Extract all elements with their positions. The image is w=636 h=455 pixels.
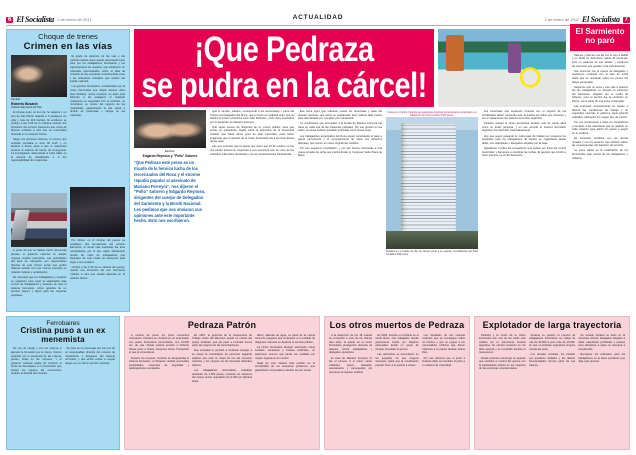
pedraza-c2-p3: Los trabajadores tercerizados del Roca siguen reclamando el pase a planta permanente y el reconocimiento de todos sus derechos laborales, que fueron el motivo original del conflicto. (298, 134, 382, 145)
pedraza-col-2 (210, 110, 294, 310)
sarmiento-para-7: La única salida es la estatización de los ferrocarriles bajo control de los trabajadores y usuarios. (572, 149, 628, 160)
patron-c2-p2: Esa sociedad le permitió a Pedraza manejar a su antojo la contratación de personal, pagando salarios que eran la mitad de los del convenio colectivo y sin ninguno de los derechos laborales básicos. (192, 349, 252, 367)
muertos-c1-p2: El caso de Mariano Ferreyra no fue el primero ni el único: varios militantes fueron baleados, amenazados y perseguidos por oponerse al régimen sindical. (329, 356, 373, 374)
patron-col-2 (192, 334, 252, 444)
patron-c1-p1: A cambio de poner los pinos momentos necesarios, Pedraza se convirtió en un empresario con poder, ferroviarios tercerizados, con 10.000 ton. de vías. Desde nuestra sección a Ordenar Navas junto a Teatro, Empresa Grupo Transpoblo lo que el conveniente. (129, 333, 189, 355)
article-otros-muertos (324, 316, 470, 450)
patron-c3-p2: La Unión Ferroviaria también administra obras sociales, sanatorios y hoteles sindicales, un patrimonio enorme que jamás fue auditado por ningún organismo de control. (255, 345, 315, 360)
patron-columns (129, 334, 315, 444)
choque-para-6: Por último, en el choque del jueves se estrellaron dos formaciones del servicio Sarmiento, el ramal más transitado del área metropolitana, por el que viajan diariamente cientos de miles de trabajadores que dependen de este medio de transporte para llegar a sus empleos. (69, 239, 125, 264)
pedraza-body-c2 (298, 110, 382, 306)
photo-hotel-tower (386, 117, 478, 249)
pedraza-c3-p2: Pedraza manejó la Unión Ferroviaria durante más de veinte años como un feudo personal, y en ese período el sistema ferroviario argentino fue destruido sistemáticamente. (482, 122, 566, 133)
pedraza-c3-p4: Saludamos a todos los compañeros que pelean por fuera del control burocrático y llamamos a coordinar las luchas. El ejemplo que brindó a otros gremios, es el del Sarmiento. (482, 146, 566, 158)
pedraza-main-article (134, 110, 566, 310)
pedraza-c1-p3: Hay que entender que la patota que actuó ese 20 de octubre no fue una banda autónoma: respondía a una estructura que se nutre de los subsidios millonarios del Estado y de las tercerizaciones fraudulentas. (210, 145, 294, 156)
explotador-c1-p1: Pedraza y la Unión de la Unión Ferroviaria son una de las caras más visibles de la burocracia sindical argentina. Su carrera comenzó en los años setenta y se consolidó durante el menemismo. (479, 333, 526, 355)
ferrobaires-kicker: Ferrobaires (46, 320, 80, 327)
explotador-c3-p2: Recuperar los sindicatos para los trabajadores es la tarea pendiente que deja este proceso. (578, 353, 626, 364)
ferrobaires-p2: Se trata de un personaje que fue uno de los responsables directos del proceso de privatización y desguace del sistema ferroviario, y que ahora vuelve a ocupar cargos con el mismo servicio nacional. (64, 347, 115, 365)
pedraza-columns (134, 110, 566, 310)
tower-photo-caption: Pedraza en el Caribe de Río de Janeiro junto a su esposa. La habitación del hotel costaba 4.000 pesos. (386, 250, 478, 257)
photo-bosardi-role: Cristina Sarmiento de Tren (11, 106, 42, 109)
choque-body-c1 (11, 111, 67, 193)
ferrobaires-columns (11, 347, 115, 450)
pedraza-c2-p1: Esa lucha logró que rodearan presos los burócratas y parte del aparato represivo que actuó en Avellaneda, pero todavía falta mucho para desmantelar por completo esa maquinaria. (298, 110, 382, 121)
muertos-c3-p1: Los familiares de las víctimas reclaman que se investiguen todos los hechos y que se juzgue a los responsables políticos que dieron cobertura a la patota durante tantos años. (421, 333, 465, 355)
ferrobaires-col-2 (65, 347, 116, 450)
choque-para-7: Es necesario que los trabajadores y usuarios se organicen para exigir la estatización bajo control de trabajadores y usuarios de todo el sistema ferroviario, única garantía de un servicio seguro y digno para las mayorías populares. (11, 276, 67, 297)
choque-headline: Crimen en las vías (23, 41, 113, 53)
article-explotador (474, 316, 630, 450)
article-sarmiento (570, 24, 630, 312)
pedraza-col-4 (386, 110, 478, 310)
muertos-col-2 (375, 334, 418, 434)
pedraza-body-c1 (210, 110, 294, 306)
pullquote-attribution (134, 150, 206, 158)
sarmiento-body (570, 51, 630, 294)
section-label: ACTUALIDAD (292, 14, 344, 21)
muertos-columns (329, 334, 465, 434)
photo-train-crash (11, 193, 67, 247)
article-pedraza-patron (124, 316, 320, 450)
photo-meeting (70, 187, 126, 237)
photo-pedraza-pool (438, 29, 566, 107)
photo-bosardi-caption (11, 98, 67, 109)
explotador-columns (479, 334, 625, 434)
main-headline-banner (134, 29, 434, 107)
photo-bosardi (11, 55, 67, 97)
muertos-headline: Los otros muertos de Pedraza (329, 320, 465, 330)
article-ferrobaires (6, 316, 120, 450)
patron-c1-p2: Durante los noventa, mientras se desguazaba el sistema ferroviario, el dirigente sindical acumulaba propiedades, empresas de seguridad y participaciones societarias. (129, 356, 189, 371)
masthead-date-left: 2 de enero de 2011 (57, 17, 92, 22)
choque-para-2: Según los primeros informes, el convoy que embistió circulaba a unos 60 km/h y no alcanzó a frenar, pese a que el maquinista accionó el sistema de frenos de emergencia. La investigación determinará si hubo fallas en el sistema de señalización o si fue responsabilidad del maquinista. (11, 138, 67, 163)
choque-kicker: Choque de trenes (38, 32, 98, 41)
choque-para-5: A pesar de que se habían hecho denuncias previas, el gobierno nacional no adoptó ninguna medida preventiva. Las autoridades del área de transporte son responsables directas de este crimen social que podría haberse evitado con una mínima inversión en material rodante y señalización. (11, 249, 67, 274)
pullquote-attr-label: Escribe: (164, 149, 176, 153)
choque-para-3: El grado de deterioro de las vías y del material rodante viene siendo denunciado hace años por los trabajadores ferroviarios y las organizaciones de usuarios, que advirtieron en reiteradas oportunidades sobre la falta de inversión de las empresas concesionarias pese a los millonarios subsidios que reciben del Estado nacional. (69, 55, 125, 84)
pedraza-body-c3 (482, 110, 566, 306)
sarmiento-para-4: Las empresas concesionarias se niegan a discutir las condiciones de trabajo y de seguridad, mientras el gobierno sigue girando subsidios millonarios sin ningún tipo de control. (572, 105, 628, 119)
pedraza-c1-p2: Que vayan presos los dirigentes de un mismo político: tiene que sentar un precedente. Nadie sobre la estructura de la burocracia sindical, que hasta ahora gozó de total impunidad, pudo haber imaginado que el aparato de la Unión Ferroviaria iba a terminar detrás de las rejas. (210, 125, 294, 144)
photo-sobrero-reynoso (134, 110, 206, 148)
photo-bosardi-label: Cambio: (11, 98, 21, 102)
article-choque-de-trenes (6, 29, 130, 312)
pullquote-attr-names: Edgardo Reynoso y "Pollo" Sobrero (142, 153, 198, 158)
choque-photo-caption: Ocurrió a las 6.45 de la mañana del jueves, cuando una formación del tren Sarmiento embistió a otra que estaba detenida en la estación Flores. (69, 265, 125, 280)
patron-col-1 (129, 334, 189, 444)
patron-c3-p1: Macri, además de agua, es parte de la misma trama de negocios que enriqueció a un puñado de dirigentes mientras se destruía el servicio público. (255, 333, 315, 344)
explotador-headline: Explotador de larga trayectoria (482, 320, 622, 330)
choque-col-2 (70, 55, 126, 333)
patron-col-3 (255, 334, 315, 444)
sarmiento-para-2: Nos reunimos con el cuerpo de delegados y resolvimos continuar con el plan de lucha hasta que se resuelvan todos los puntos del pliego presentado. (572, 69, 628, 84)
choque-columns (11, 55, 125, 333)
pedraza-c3-p1: Los burócratas que amasaron fortunas con el negocio de las privatizadas deben responder ante la justicia por todos sus crímenes y por el vaciamiento del sistema ferroviario argentino. (482, 110, 566, 121)
patron-c2-p1: En 1997, la gerencia de la Cooperativa de Trabajo Unión del Mercosur quedó en manos del propio sindicato, que así pasó a controlar buena parte del negocio de las tercerizaciones. (192, 333, 252, 348)
explotador-c2-p1: Durante su gestión el número de trabajadores ferroviarios se redujo de más de 90.000 a poco más de 15.000, sin que el sindicato organizara ninguna resistencia seria. (528, 333, 576, 351)
pedraza-c2-p4: Por eso seguimos movilizados, y por eso hemos convocado a una nueva jornada de lucha que partirá desde el Congreso hacia Plaza de Mayo. (298, 146, 382, 158)
ferrobaires-p1: No voy de cargar y con los cuerpos a ejecutar la formación por el mismo. Somos parecido por la presencia de las mismas gentes, todas en las mayores. Y el gobierno nacional acaba de nombrar al frente de Ferrobaires a un funcionario que integró los equipos del menemismo durante la década del noventa. (11, 347, 62, 376)
choque-para-1: El choque entre un tren de 7a máquina y un tren de San Martín dejando a 6 pasajeros sin vida y más de 200 heridos. El accidente se produjo a las 6.45 de la mañana cuando una formación del servicio Sarmiento que venía de Moreno embistió a otra que se encontraba detenida en la estación Flores. (11, 111, 67, 136)
choque-para-4: Los gremios ferroviarios, encabezados por la Unión Ferroviaria que dirigió durante años José Pedraza, nunca movieron un dedo para defender a los pasajeros ni reclamar inversiones en seguridad. Por el contrario, se convirtieron en socios del negocio de las privatizadas, garantizando la paz social a cambio de prebendas y cargos en las empresas. (69, 85, 125, 118)
masthead-date-right: 2 de enero de 2011 (544, 17, 579, 22)
masthead-logo-right: El Socialista (581, 15, 620, 24)
explotador-col-3 (578, 334, 625, 434)
sarmiento-headline: El Sarmiento no paró (570, 24, 630, 51)
page-number-left: 6 (8, 16, 12, 23)
explotador-c2-p2: Los ramales cerrados, los pueblos que quedaron aislados y los talleres desmantelados forman parte de ese balance. (528, 353, 576, 367)
masthead-logo-left: El Socialista (16, 15, 55, 24)
bottom-sections (6, 316, 630, 450)
choque-col-1 (11, 55, 67, 333)
pedraza-col-3 (298, 110, 382, 310)
sarmiento-para-1: Salimos y fijamos una fija con el tren a Salida y en Tarde en Sarmiento. Había 27 personas, pero no paramos en ese estado, y perdimos las personas que quedan. Una sola dirección. (572, 53, 628, 68)
muertos-col-1 (329, 334, 372, 434)
sarmiento-para-5: Por eso convocamos a todos los compañeros a sumarse a las asambleas que se realizan en cada estación para definir los pasos a seguir en el conflicto. (572, 121, 628, 135)
explotador-c3-p1: Su modelo sindical se basó en la represión interna: delegados elegidos a dedo, asambleas prohibidas y patotas para disciplinar a quien se atreviera a cuestionarlo. (578, 333, 626, 351)
muertos-c3-p2: Por eso decimos que el juicio a Pedraza debe ser también el juicio a un sistema de impunidad. (421, 356, 465, 367)
pool-photo-caption: Fotos en el Caribe: Pedraza de vacaciones mientras los ferroviarios reclamaban. La habitación del hotel costaba 4.000 pesos. (387, 111, 477, 118)
headline-line-1: ¡Que Pedraza (194, 30, 374, 70)
pedraza-c3-p3: Hoy que seguir peleando en cada lugar de trabajo por recuperar los sindicatos para los trabajadores. El camino es organizarse desde abajo, con asambleas y delegados elegidos por la base. (482, 134, 566, 145)
muertos-col-3 (422, 334, 465, 434)
ferrobaires-headline: Cristina puso a un ex menemista (20, 326, 106, 344)
sarmiento-copy (572, 54, 628, 294)
photo-bosardi-name: Roberto Bosardi (11, 101, 38, 106)
muertos-c1-p1: A la detención de los 48 cuando se comprobó a mas de los últimos diez años, la patota de la Unión Ferroviaria protagonizó decenas de ataques contra trabajadores y delegados opositores. (329, 333, 373, 355)
headline-line-2: se pudra en la cárcel! (141, 65, 427, 105)
sarmiento-para-3: Seguimos que no sería y ese sólo a quienes fue los trabajadores no siempre el comienzo del Sarmiento, dirigidos por el medio de Sobrero, pero el cambio fue la condición en Flores, como parte de una lucha continuada. (572, 85, 628, 104)
patron-headline: Pedraza Patrón (187, 320, 257, 330)
explotador-col-1 (479, 334, 526, 434)
explotador-c1-p2: Desde entonces construyó un aparato que combinó el control del gremio con la participación directa en los negocios de las empresas concesionarias. (479, 356, 526, 371)
pullquote-text: "Que Pedraza esté preso es un triunfo de la heroica lucha de los tercerizados del Roca y el enorme repudio popular al asesinato de Mariano Ferreyra", nos dijeron el "Pollo" Sobrero y Edgardo Reynoso, dirigentes del cuerpo de Delegados del Sarmiento y la Bordó Nacional. Les pedimos que nos enviaran sus opiniones ante este importante hecho. Esto nos escribieron. (134, 160, 206, 224)
pedraza-c2-p2: La movilización que acompañó a la familia de Mariano Ferreyra fue clave en cada una de las instancias judiciales. Sin esa presión en las calles, la causa hubiera quedado archivada como tantas otras. (298, 122, 382, 133)
sarmiento-para-6: Es necesario coordinar con los demás ramales y con los usuarios, que también sufren las consecuencias del deterioro del servicio. (572, 137, 628, 148)
muertos-c2-p2: Las denuncias se acumularon en los juzgados sin que ninguna avanzara, hasta que la movilización popular forzó a la justicia a actuar. (375, 353, 419, 367)
ferrobaires-col-1 (11, 347, 62, 450)
choque-body-c2b (70, 239, 126, 323)
muertos-c2-p1: En 2004, durante un conflicto en el ramal Roca, otro trabajador resultó gravemente herido por disparos efectuados desde un grupo de choque vinculado al gremio. (375, 333, 419, 351)
pedraza-c1-p1: Que el cambio, palabra, corresponde a los tercerizados y parte del Cuerpo de Delegados del Roca, que el lunes al mediodía logró que se dictara la prisión preventiva para José Pedraza y otros doce imputados por el asesinato de Mariano Ferreyra. (210, 110, 294, 124)
patron-c2-p3: Los trabajadores tercerizados cobraban alrededor de 1.500 pesos, mientras los efectivos del mismo sector superaban los 4.000 por idéntica tarea. (192, 368, 252, 383)
explotador-col-2 (529, 334, 576, 434)
pedraza-col-5 (482, 110, 566, 310)
choque-body-c2 (70, 55, 126, 187)
pedraza-col-1 (134, 110, 206, 310)
page-number-right: 7 (624, 16, 628, 23)
patron-c3-p3: Nada de esto hubiera sido posible sin la complicidad de los sucesivos gobiernos, que garantizaron impunidad a cambio de paz social. (255, 361, 315, 372)
